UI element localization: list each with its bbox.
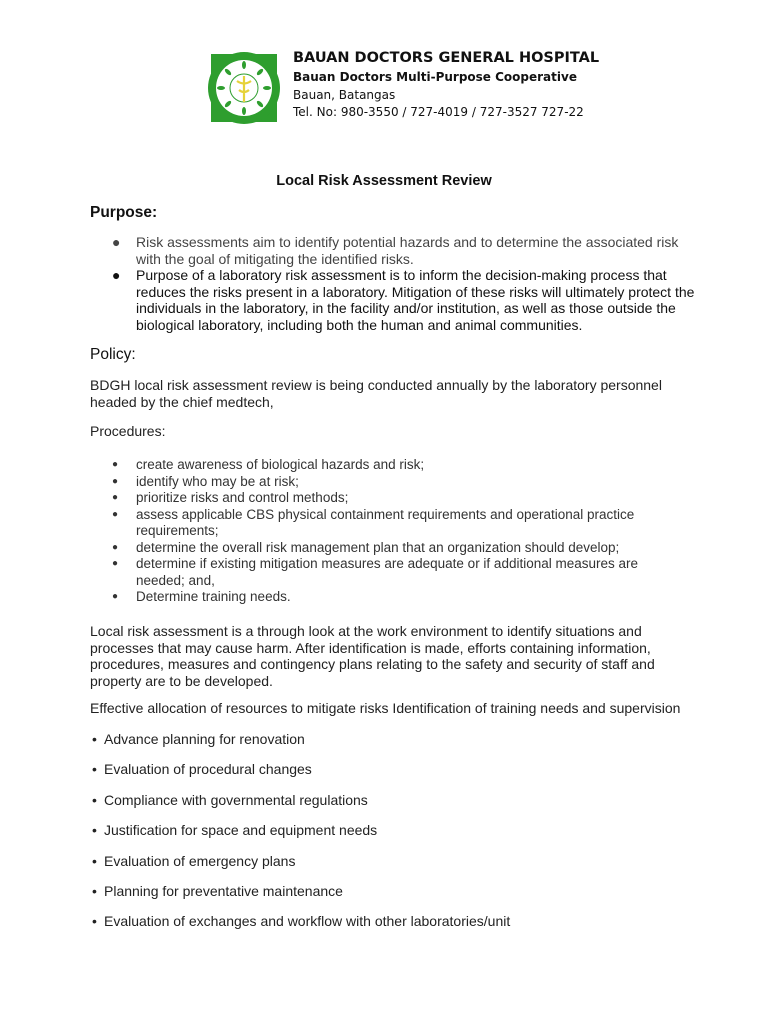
bullet-icon: ● <box>112 508 119 520</box>
item-text: Evaluation of exchanges and workflow with other laboratories/unit <box>104 913 511 930</box>
purpose-list <box>112 234 702 334</box>
list-item <box>112 267 702 333</box>
list-item <box>112 490 672 507</box>
procedures-list <box>112 457 672 606</box>
item-text: Risk assessments aim to identify potential hazards and to determine the associated risk with the goal of mitigating the identified risks. <box>136 234 679 267</box>
bullet-icon: • <box>92 882 97 899</box>
list-item <box>112 474 672 491</box>
list-item <box>112 234 702 267</box>
telephone: Tel. No: 980-3550 / 727-4019 / 727-3527 727-22 <box>293 105 584 119</box>
bullet-icon: ● <box>112 234 121 250</box>
list-item <box>112 507 672 540</box>
bullet-icon: • <box>92 731 97 747</box>
item-text: Purpose of a laboratory risk assessment is to inform the decision-making process that reduces the risks present in a laboratory. Mitigation of these risks will ultimately protect the individuals in the laboratory, in the facility and/or institution, as well as those outside the biological laboratory, including both the human and animal communities. <box>136 267 695 333</box>
bullet-icon: ● <box>112 541 119 553</box>
item-text: Evaluation of emergency plans <box>104 852 296 869</box>
item-text: Evaluation of procedural changes <box>104 761 312 778</box>
address: Bauan, Batangas <box>293 88 396 102</box>
item-text: determine if existing mitigation measures are adequate or if additional measures are needed; and, <box>136 556 639 588</box>
bullet-icon: • <box>92 852 97 869</box>
item-text: determine the overall risk management plan that an organization should develop; <box>136 539 620 555</box>
list-item <box>92 883 510 913</box>
bullet-icon: ● <box>112 591 119 602</box>
item-text: assess applicable CBS physical containment requirements and operational practice requirements; <box>136 506 635 538</box>
list-item <box>92 761 510 791</box>
list-item <box>92 913 510 943</box>
bullet-icon: • <box>92 791 97 808</box>
bullet-icon: • <box>92 913 97 930</box>
local-assessment-paragraph: Local risk assessment is a through look at the work environment to identify situations and processes that may cause harm. After identification is made, efforts containing information, procedures, measures and contingency plans relating to the safety and security of staff and property are to be developed. <box>90 623 655 689</box>
bullet-icon: ● <box>112 475 119 487</box>
list-item <box>112 540 672 557</box>
item-text: create awareness of biological hazards and risk; <box>136 457 425 472</box>
list-item <box>112 556 672 589</box>
list-item <box>92 731 510 761</box>
allocation-list <box>92 731 510 944</box>
effective-allocation-text: Effective allocation of resources to mitigate risks Identification of training needs and supervision <box>90 700 681 716</box>
hospital-name: BAUAN DOCTORS GENERAL HOSPITAL <box>293 50 600 66</box>
bullet-icon: ● <box>112 492 119 503</box>
bullet-icon: ● <box>112 267 121 284</box>
bullet-icon: ● <box>112 459 119 470</box>
purpose-heading: Purpose: <box>90 204 158 221</box>
bullet-icon: • <box>92 822 97 839</box>
cooperative-name: Bauan Doctors Multi-Purpose Cooperative <box>293 70 577 84</box>
list-item <box>92 853 510 883</box>
document-title: Local Risk Assessment Review <box>276 173 492 189</box>
list-item <box>112 457 672 474</box>
list-item <box>112 589 672 606</box>
list-item <box>92 822 510 852</box>
item-text: Compliance with governmental regulations <box>104 791 368 808</box>
list-item <box>92 792 510 822</box>
item-text: Justification for space and equipment needs <box>104 822 378 839</box>
bullet-icon: ● <box>112 558 119 569</box>
item-text: Planning for preventative maintenance <box>104 882 343 899</box>
policy-text: BDGH local risk assessment review is being conducted annually by the laboratory personnel headed by the chief medtech, <box>90 377 662 410</box>
procedures-heading: Procedures: <box>90 423 166 439</box>
item-text: identify who may be at risk; <box>136 473 299 489</box>
item-text: Advance planning for renovation <box>104 731 305 747</box>
hospital-logo-icon <box>203 48 285 128</box>
item-text: Determine training needs. <box>136 589 291 604</box>
item-text: prioritize risks and control methods; <box>136 490 349 505</box>
policy-heading: Policy: <box>90 346 136 363</box>
bullet-icon: • <box>92 761 97 778</box>
